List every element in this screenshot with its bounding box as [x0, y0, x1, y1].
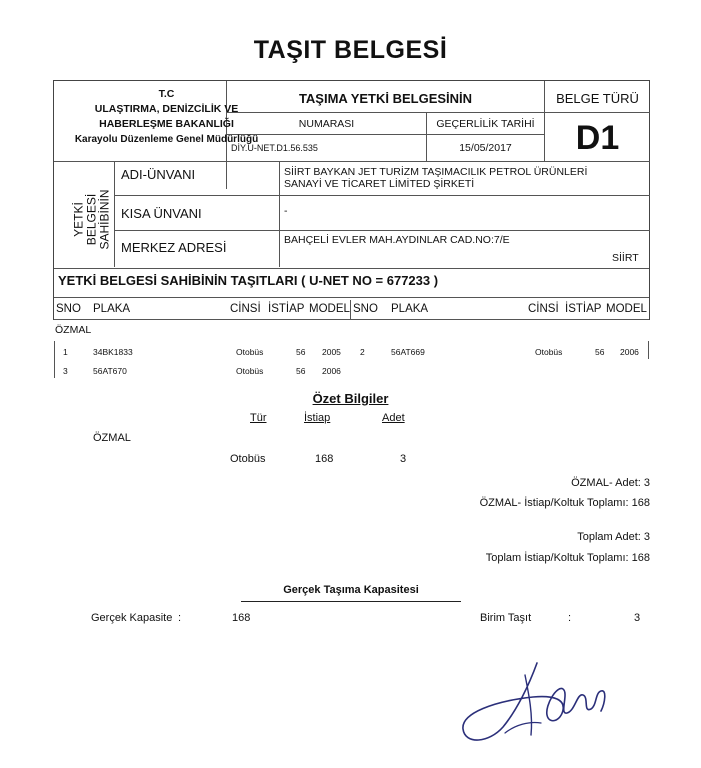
name-value	[284, 166, 587, 190]
row-type: Otobüs	[236, 347, 264, 357]
divider	[114, 161, 115, 267]
authority-title: TAŞIMA YETKİ BELGESİNİN	[298, 91, 473, 106]
number-value: DİY.U-NET.D1.56.535	[231, 143, 318, 153]
divider	[648, 341, 649, 359]
row-model: 2006	[620, 347, 639, 357]
total-count: Toplam Adet: 3	[577, 531, 650, 543]
address-value: BAHÇELİ EVLER MAH.AYDINLAR CAD.NO:7/E	[284, 234, 510, 246]
col-capacity: İSTİAP	[565, 303, 602, 315]
number-label: NUMARASI	[298, 118, 355, 130]
divider	[114, 230, 650, 231]
divider	[54, 161, 650, 162]
vertical-label-line: BELGESİ	[84, 193, 99, 246]
summary-title: Özet Bilgiler	[312, 391, 389, 406]
real-capacity-label: Gerçek Kapasite	[91, 612, 173, 624]
row-model: 2005	[322, 347, 341, 357]
validity-label: GEÇERLİLİK TARİHİ	[436, 118, 535, 130]
row-sno: 1	[63, 347, 68, 357]
ministry-line: HABERLEŞME BAKANLIĞI	[99, 118, 234, 130]
real-capacity-value: 168	[232, 612, 251, 624]
name-label: ADI-ÜNVANI	[121, 167, 196, 182]
row-plate: 56AT669	[391, 347, 425, 357]
divider	[279, 161, 280, 267]
summary-group: ÖZMAL	[93, 432, 131, 444]
document-title: TAŞIT BELGESİ	[253, 36, 448, 64]
address-label: MERKEZ ADRESİ	[121, 240, 227, 255]
col-type: CİNSİ	[230, 303, 261, 315]
row-plate: 56AT670	[93, 366, 127, 376]
name-value-line: SANAYİ VE TİCARET LİMİTED ŞİRKETİ	[284, 178, 475, 190]
col-model: MODEL	[606, 303, 647, 315]
col-capacity: İSTİAP	[268, 303, 305, 315]
col-plate: PLAKA	[93, 303, 131, 315]
ozmal-count: ÖZMAL- Adet: 3	[571, 477, 650, 489]
colon: :	[568, 612, 572, 624]
signature-image	[445, 655, 615, 750]
ministry-line: ULAŞTIRMA, DENİZCİLİK VE	[94, 103, 239, 115]
city-value: SİİRT	[612, 252, 639, 264]
type-label: BELGE TÜRÜ	[556, 91, 639, 106]
col-sno: SNO	[56, 303, 81, 315]
col-sno: SNO	[353, 303, 378, 315]
row-type: Otobüs	[236, 366, 264, 376]
ministry-line: T.C	[158, 88, 175, 100]
short-name-label: KISA ÜNVANI	[121, 206, 202, 221]
col-model: MODEL	[309, 303, 350, 315]
vehicle-group: ÖZMAL	[55, 324, 92, 336]
ozmal-capacity-total: ÖZMAL- İstiap/Koltuk Toplamı: 168	[479, 497, 650, 509]
validity-value: 15/05/2017	[459, 142, 512, 154]
row-model: 2006	[322, 366, 341, 376]
divider	[350, 300, 351, 320]
summary-col-capacity: İstiap	[304, 412, 331, 424]
row-type: Otobüs	[535, 347, 563, 357]
row-plate: 34BK1833	[93, 347, 133, 357]
summary-type: Otobüs	[230, 453, 266, 465]
divider	[54, 319, 649, 320]
row-sno: 2	[360, 347, 365, 357]
colon: :	[178, 612, 182, 624]
summary-count: 3	[400, 453, 407, 465]
divider	[54, 341, 55, 378]
vertical-label-line: SAHİBİNİN	[97, 189, 112, 250]
divider	[54, 297, 649, 298]
row-capacity: 56	[595, 347, 605, 357]
col-type: CİNSİ	[528, 303, 559, 315]
vehicles-title: YETKİ BELGESİ SAHİBİNİN TAŞITLARI ( U-NET NO = 677233 )	[58, 273, 439, 288]
summary-col-type: Tür	[250, 412, 267, 424]
real-capacity-title: Gerçek Taşıma Kapasitesi	[283, 584, 419, 596]
divider	[241, 601, 461, 602]
name-value-line: SİİRT BAYKAN JET TURİZM TAŞIMACILIK PETROL ÜRÜNLERİ	[284, 166, 588, 178]
unit-value: 3	[634, 612, 641, 624]
summary-col-count: Adet	[382, 412, 405, 424]
divider	[226, 112, 650, 113]
vertical-label-line: YETKİ	[71, 202, 86, 237]
ministry-line: Karayolu Düzenleme Genel Müdürlüğü	[74, 134, 259, 145]
row-capacity: 56	[296, 366, 306, 376]
total-capacity: Toplam İstiap/Koltuk Toplamı: 168	[485, 552, 650, 564]
unit-label: Birim Taşıt	[480, 612, 532, 624]
divider	[114, 195, 650, 196]
type-value: D1	[575, 119, 620, 157]
short-name-value: -	[284, 205, 288, 217]
summary-capacity: 168	[315, 453, 334, 465]
col-plate: PLAKA	[391, 303, 429, 315]
holder-vertical-label	[73, 176, 112, 264]
row-sno: 3	[63, 366, 68, 376]
divider	[54, 268, 649, 269]
row-capacity: 56	[296, 347, 306, 357]
